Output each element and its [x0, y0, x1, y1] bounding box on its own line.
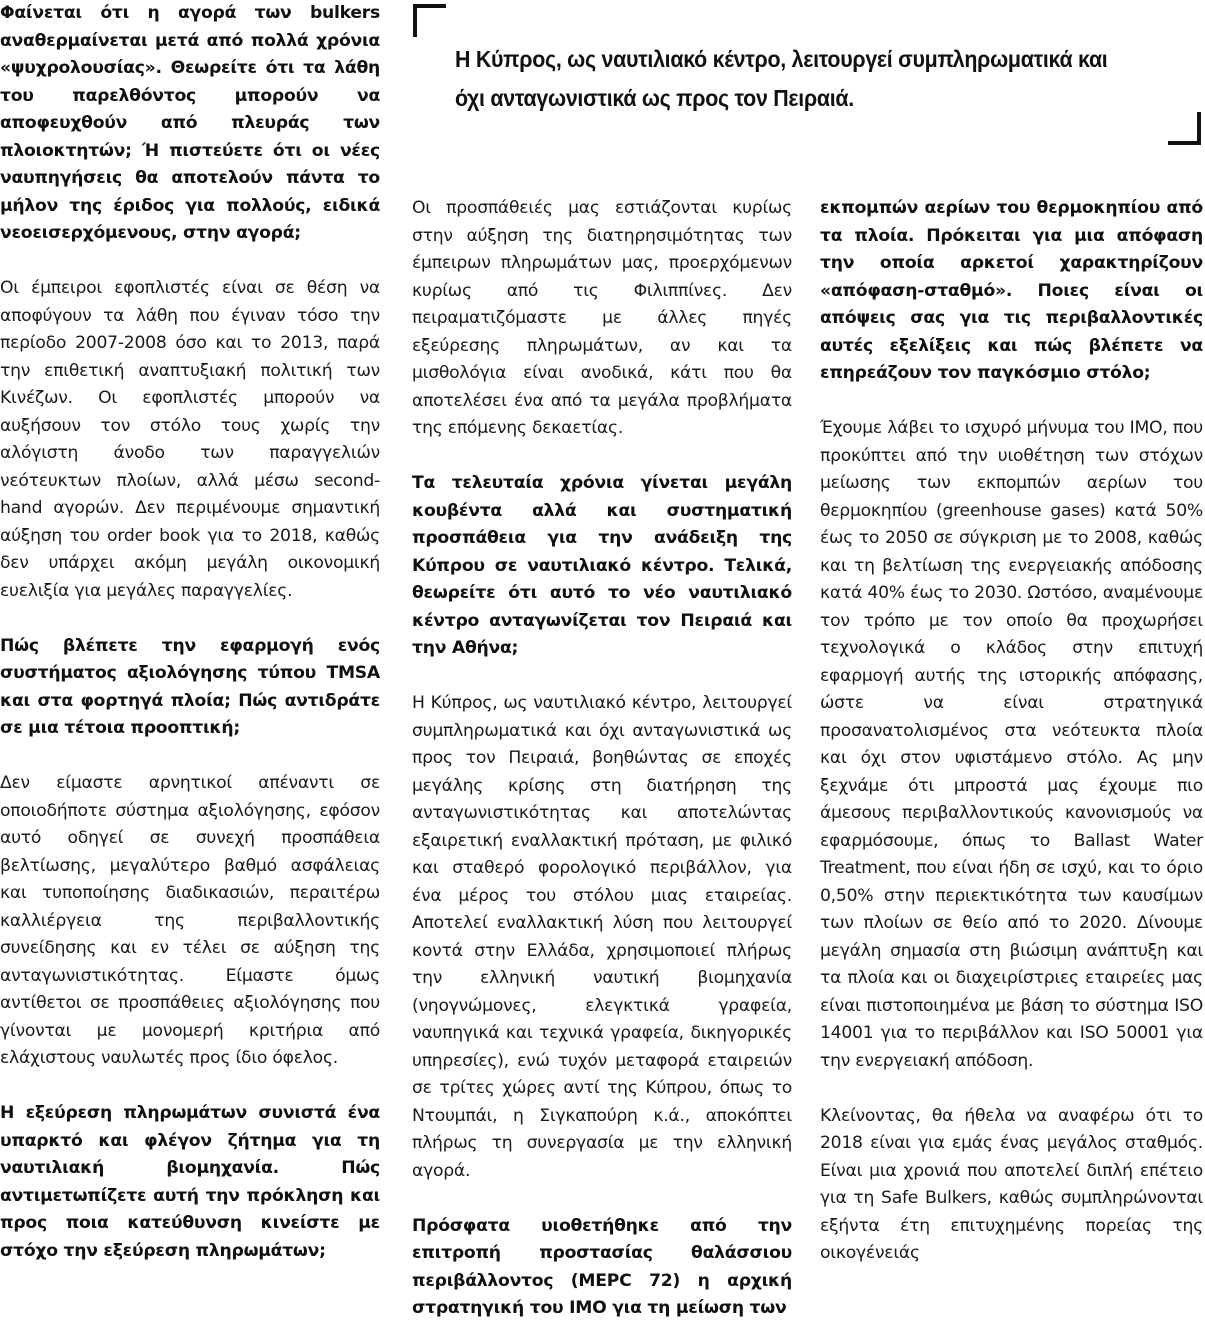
quote-corner-bottom-right — [1168, 112, 1201, 145]
answer-crew: Οι προσπάθειές μας εστιάζονται κυρίως στην αύξηση της διατηρησιμότητας των έμπειρων πληρωμάτων μας, προερχόμενων κυρίως από τις Φιλιππίνες. Δεν πειραματιζόμαστε με άλλες πηγές εξεύρεσης πληρωμάτων, αν και τα μισθολόγια είναι ανοδικά, κάτι που θα αποτελέσει ένα από τα μεγάλα προβλήματα της επόμενης δεκαετίας. — [412, 198, 792, 438]
quote-corner-top-left — [413, 4, 446, 37]
answer-bulkers-market: Οι έμπειροι εφοπλιστές είναι σε θέση να αποφύγουν τα λάθη που έγιναν τόσο την περίοδο 2007-2008 όσο και το 2013, παρά την επιθετική αναπτυξιακή πολιτική των Κινέζων. Οι εφοπλιστές μπορούν να αυξήσουν τον στόλο τους χωρίς την αλόγιστη άνοδο των παραγγελιών νεότευκτων πλοίων, αλλά μέσω second-hand αγορών. Δεν περιμένουμε σημαντική αύξηση του order book για το 2018, καθώς δεν υπάρχει ακόμη μεγάλη οικονομική ευελιξία για μεγάλες παραγγελίες. — [0, 278, 380, 601]
column-left — [0, 0, 380, 1265]
column-right — [820, 195, 1203, 1268]
closing-paragraph: Κλείνοντας, θα ήθελα να αναφέρω ότι το 2018 είναι για εμάς ένας μεγάλος σταθμός. Είναι μια χρονιά που αποτελεί διπλή επέτειο για τη Safe Bulkers, καθώς συμπληρώνονται εξήντα έτη επιτυχημένης πορείας της οικογένειάς — [820, 1105, 1203, 1263]
question-mepc-continued: εκπομπών αερίων του θερμοκηπίου από τα πλοία. Πρόκειται για μια απόφαση την οποία αρκετοί χαρακτηρίζουν «απόφαση-σταθμό». Ποιες είναι οι απόψεις σας για τις περιβαλλοντικές αυτές εξελίξεις και πώς βλέπετε να επηρεάζουν τον παγκόσμιο στόλο; — [820, 198, 1203, 383]
answer-cyprus: Η Κύπρος, ως ναυτιλιακό κέντρο, λειτουργεί συμπληρωματικά και όχι ανταγωνιστικά ως προς τον Πειραιά, βοηθώντας σε εποχές μεγάλης κρίσης στη διατήρηση της ανταγωνιστικότητας και αποτελώντας εξαιρετική εναλλακτική πρόταση, με φιλικό και σταθερό φορολογικό περιβάλλον, για ένα μέρος του στόλου μιας εταιρείας. Αποτελεί εναλλακτική λύση που λειτουργεί κοντά στην Ελλάδα, χρησιμοποιεί πλήρως την ελληνική ναυτική βιομηχανία (νηογνώμονες, ελεγκτικά γραφεία, ναυπηγικά και τεχνικά γραφεία, δικηγορικές υπηρεσίες), ενώ τυχόν μεταφορά εταιρειών σε τρίτες χώρες αντί της Κύπρου, όπως το Ντουμπάι, η Σιγκαπούρη κ.ά., αποκόπτει πλήρως τη συνεργασία με την ελληνική αγορά. — [412, 693, 792, 1181]
question-tmsa: Πώς βλέπετε την εφαρμογή ενός συστήματος αξιολόγησης τύπου TMSA και στα φορτηγά πλοία; Πώς αντιδράτε σε μια τέτοια προοπτική; — [0, 635, 380, 738]
question-mepc: Πρόσφατα υιοθετήθηκε από την επιτροπή προστασίας θαλάσσιου περιβάλλοντος (MEPC 72) η αρχική στρατηγική του IMO για τη μείωση των — [412, 1215, 792, 1318]
column-middle — [412, 195, 792, 1323]
pull-quote — [413, 0, 1203, 150]
question-crew: Η εξεύρεση πληρωμάτων συνιστά ένα υπαρκτό και φλέγον ζήτημα για τη ναυτιλιακή βιομηχανία. Πώς αντιμετωπίζετε αυτή την πρόκληση και προς ποια κατεύθυνση κινείστε με στόχο την εξεύρεση πληρωμάτων; — [0, 1103, 380, 1261]
answer-mepc: Έχουμε λάβει το ισχυρό μήνυμα του IMO, που προκύπτει από την υιοθέτηση των στόχων μείωσης των εκπομπών αερίων του θερμοκηπίου (greenhouse gases) κατά 50% έως το 2050 σε σύγκριση με το 2008, καθώς και τη βελτίωση της ενεργειακής απόδοσης κατά 40% έως το 2030. Ωστόσο, αναμένουμε τον τρόπο με τον οποίο θα προχωρήσει τεχνολογικά ο κλάδος στην επιτυχή εφαρμογή αυτής της ιστορικής απόφασης, ώστε να είναι στρατηγικά προσανατολισμένος στα νεότευκτα πλοία και όχι στον υφιστάμενο στόλο. Ας μην ξεχνάμε ότι μπροστά μας έχουμε πιο άμεσους περιβαλλοντικούς κανονισμούς να εφαρμόσουμε, όπως το Ballast Water Treatment, που είναι ήδη σε ισχύ, και το όριο 0,50% στην περιεκτικότητα των καυσίμων των πλοίων σε θείο από το 2020. Δίνουμε μεγάλη σημασία στη βιώσιμη ανάπτυξη και τα πλοία και οι διαχειρίστριες εταιρείες μας είναι πιστοποιημένα με βάση το σύστημα ISO 14001 για το περιβάλλον και ISO 50001 για την ενεργειακή απόδοση. — [820, 418, 1203, 1071]
question-bulkers-market: Φαίνεται ότι η αγορά των bulkers αναθερμαίνεται μετά από πολλά χρόνια «ψυχρολουσίας». Θεωρείτε ότι τα λάθη του παρελθόντος μπορούν να αποφευχθούν από πλευράς των πλοιοκτητών; Ή πιστεύετε ότι οι νέες ναυπηγήσεις θα αποτελούν πάντα το μήλον της έριδος για πολλούς, ειδικά νεοεισερχόμενους, στην αγορά; — [0, 3, 380, 243]
question-cyprus: Τα τελευταία χρόνια γίνεται μεγάλη κουβέντα αλλά και συστηματική προσπάθεια για την ανάδειξη της Κύπρου σε ναυτιλιακό κέντρο. Τελικά, θεωρείτε ότι αυτό το νέο ναυτιλιακό κέντρο ανταγωνίζεται τον Πειραιά και την Αθήνα; — [412, 473, 792, 658]
pull-quote-text: Η Κύπρος, ως ναυτιλιακό κέντρο, λειτουργεί συμπληρωματικά και όχι ανταγωνιστικά ως προς τον Πειραιά. — [455, 46, 1108, 111]
answer-tmsa: Δεν είμαστε αρνητικοί απέναντι σε οποιοδήποτε σύστημα αξιολόγησης, εφόσον αυτό οδηγεί σε συνεχή προσπάθεια βελτίωσης, μεγαλύτερο βαθμό ασφάλειας και τυποποίησης διαδικασιών, περαιτέρω καλλιέργεια της περιβαλλοντικής συνείδησης και εν τέλει σε αύξηση της ανταγωνιστικότητας. Είμαστε όμως αντίθετοι σε προσπάθειες αξιολόγησης που γίνονται με μονομερή κριτήρια από ελάχιστους ναυλωτές προς ίδιο όφελος. — [0, 773, 380, 1068]
